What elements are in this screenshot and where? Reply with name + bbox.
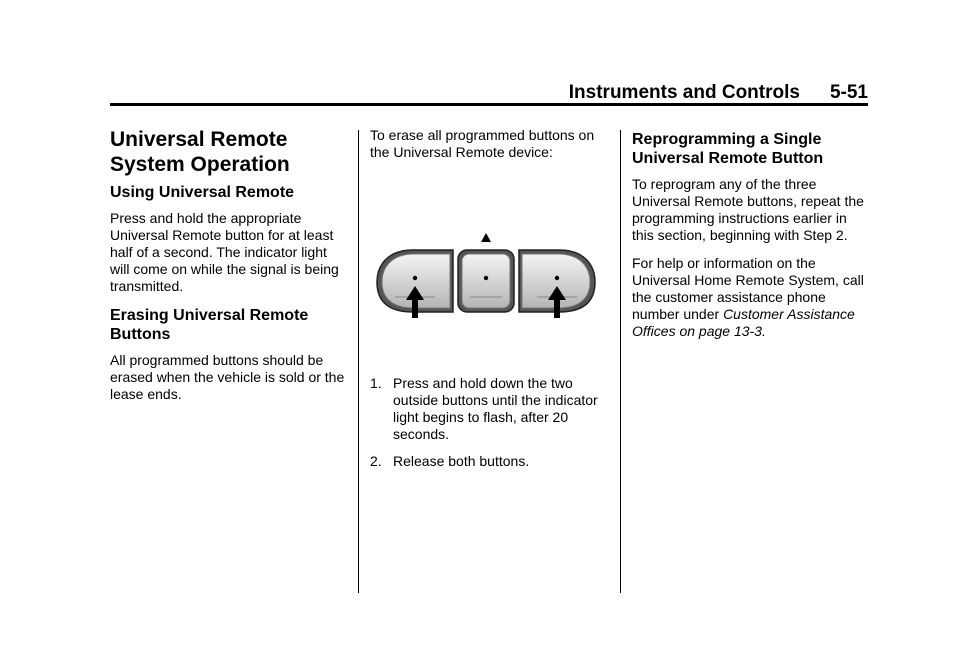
using-paragraph: Press and hold the appropriate Universal Remote button for at least half of a second. The indicator light will come on while the signal is being transmitted.: [110, 210, 339, 294]
page-number: 5-51: [829, 82, 868, 103]
header-rule: [110, 103, 868, 106]
column-right: [632, 127, 868, 351]
page-header: [110, 82, 868, 104]
indicator-light-icon: [481, 233, 491, 242]
middle-remote-button: [458, 250, 514, 312]
column-left: [110, 127, 346, 414]
subheading-erasing: Erasing Universal Remote Buttons: [110, 307, 309, 343]
list-item: 2. Release both buttons.: [370, 453, 530, 469]
remote-buttons-illustration: [373, 228, 599, 320]
cross-reference-link[interactable]: Customer Assistance Offices on page 13-3: [632, 306, 855, 339]
erasing-paragraph: All programmed buttons should be erased when the vehicle is sold or the lease ends.: [110, 352, 345, 402]
reprogram-paragraph: To reprogram any of the three Universal Remote buttons, repeat the programming instructions earlier in this section, beginning with Step 2.: [632, 176, 864, 243]
erase-intro: To erase all programmed buttons on the Universal Remote device:: [370, 127, 595, 160]
section-title: Instruments and Controls: [568, 82, 800, 103]
subheading-using: Using Universal Remote: [110, 184, 295, 201]
column-divider: [620, 130, 621, 593]
section-heading: Universal Remote System Operation: [110, 128, 290, 176]
help-paragraph: For help or information on the Universal Home Remote System, call the customer assistance phone number under Customer Assistance Offices on page 13-3.: [632, 255, 864, 339]
step-list: [370, 375, 610, 480]
column-divider: [358, 130, 359, 593]
subheading-reprogramming: Reprogramming a Single Universal Remote Button: [632, 131, 824, 167]
column-middle: [370, 127, 606, 172]
list-item: 1. Press and hold down the two outside buttons until the indicator light begins to flash, after 20 seconds.: [370, 375, 598, 442]
